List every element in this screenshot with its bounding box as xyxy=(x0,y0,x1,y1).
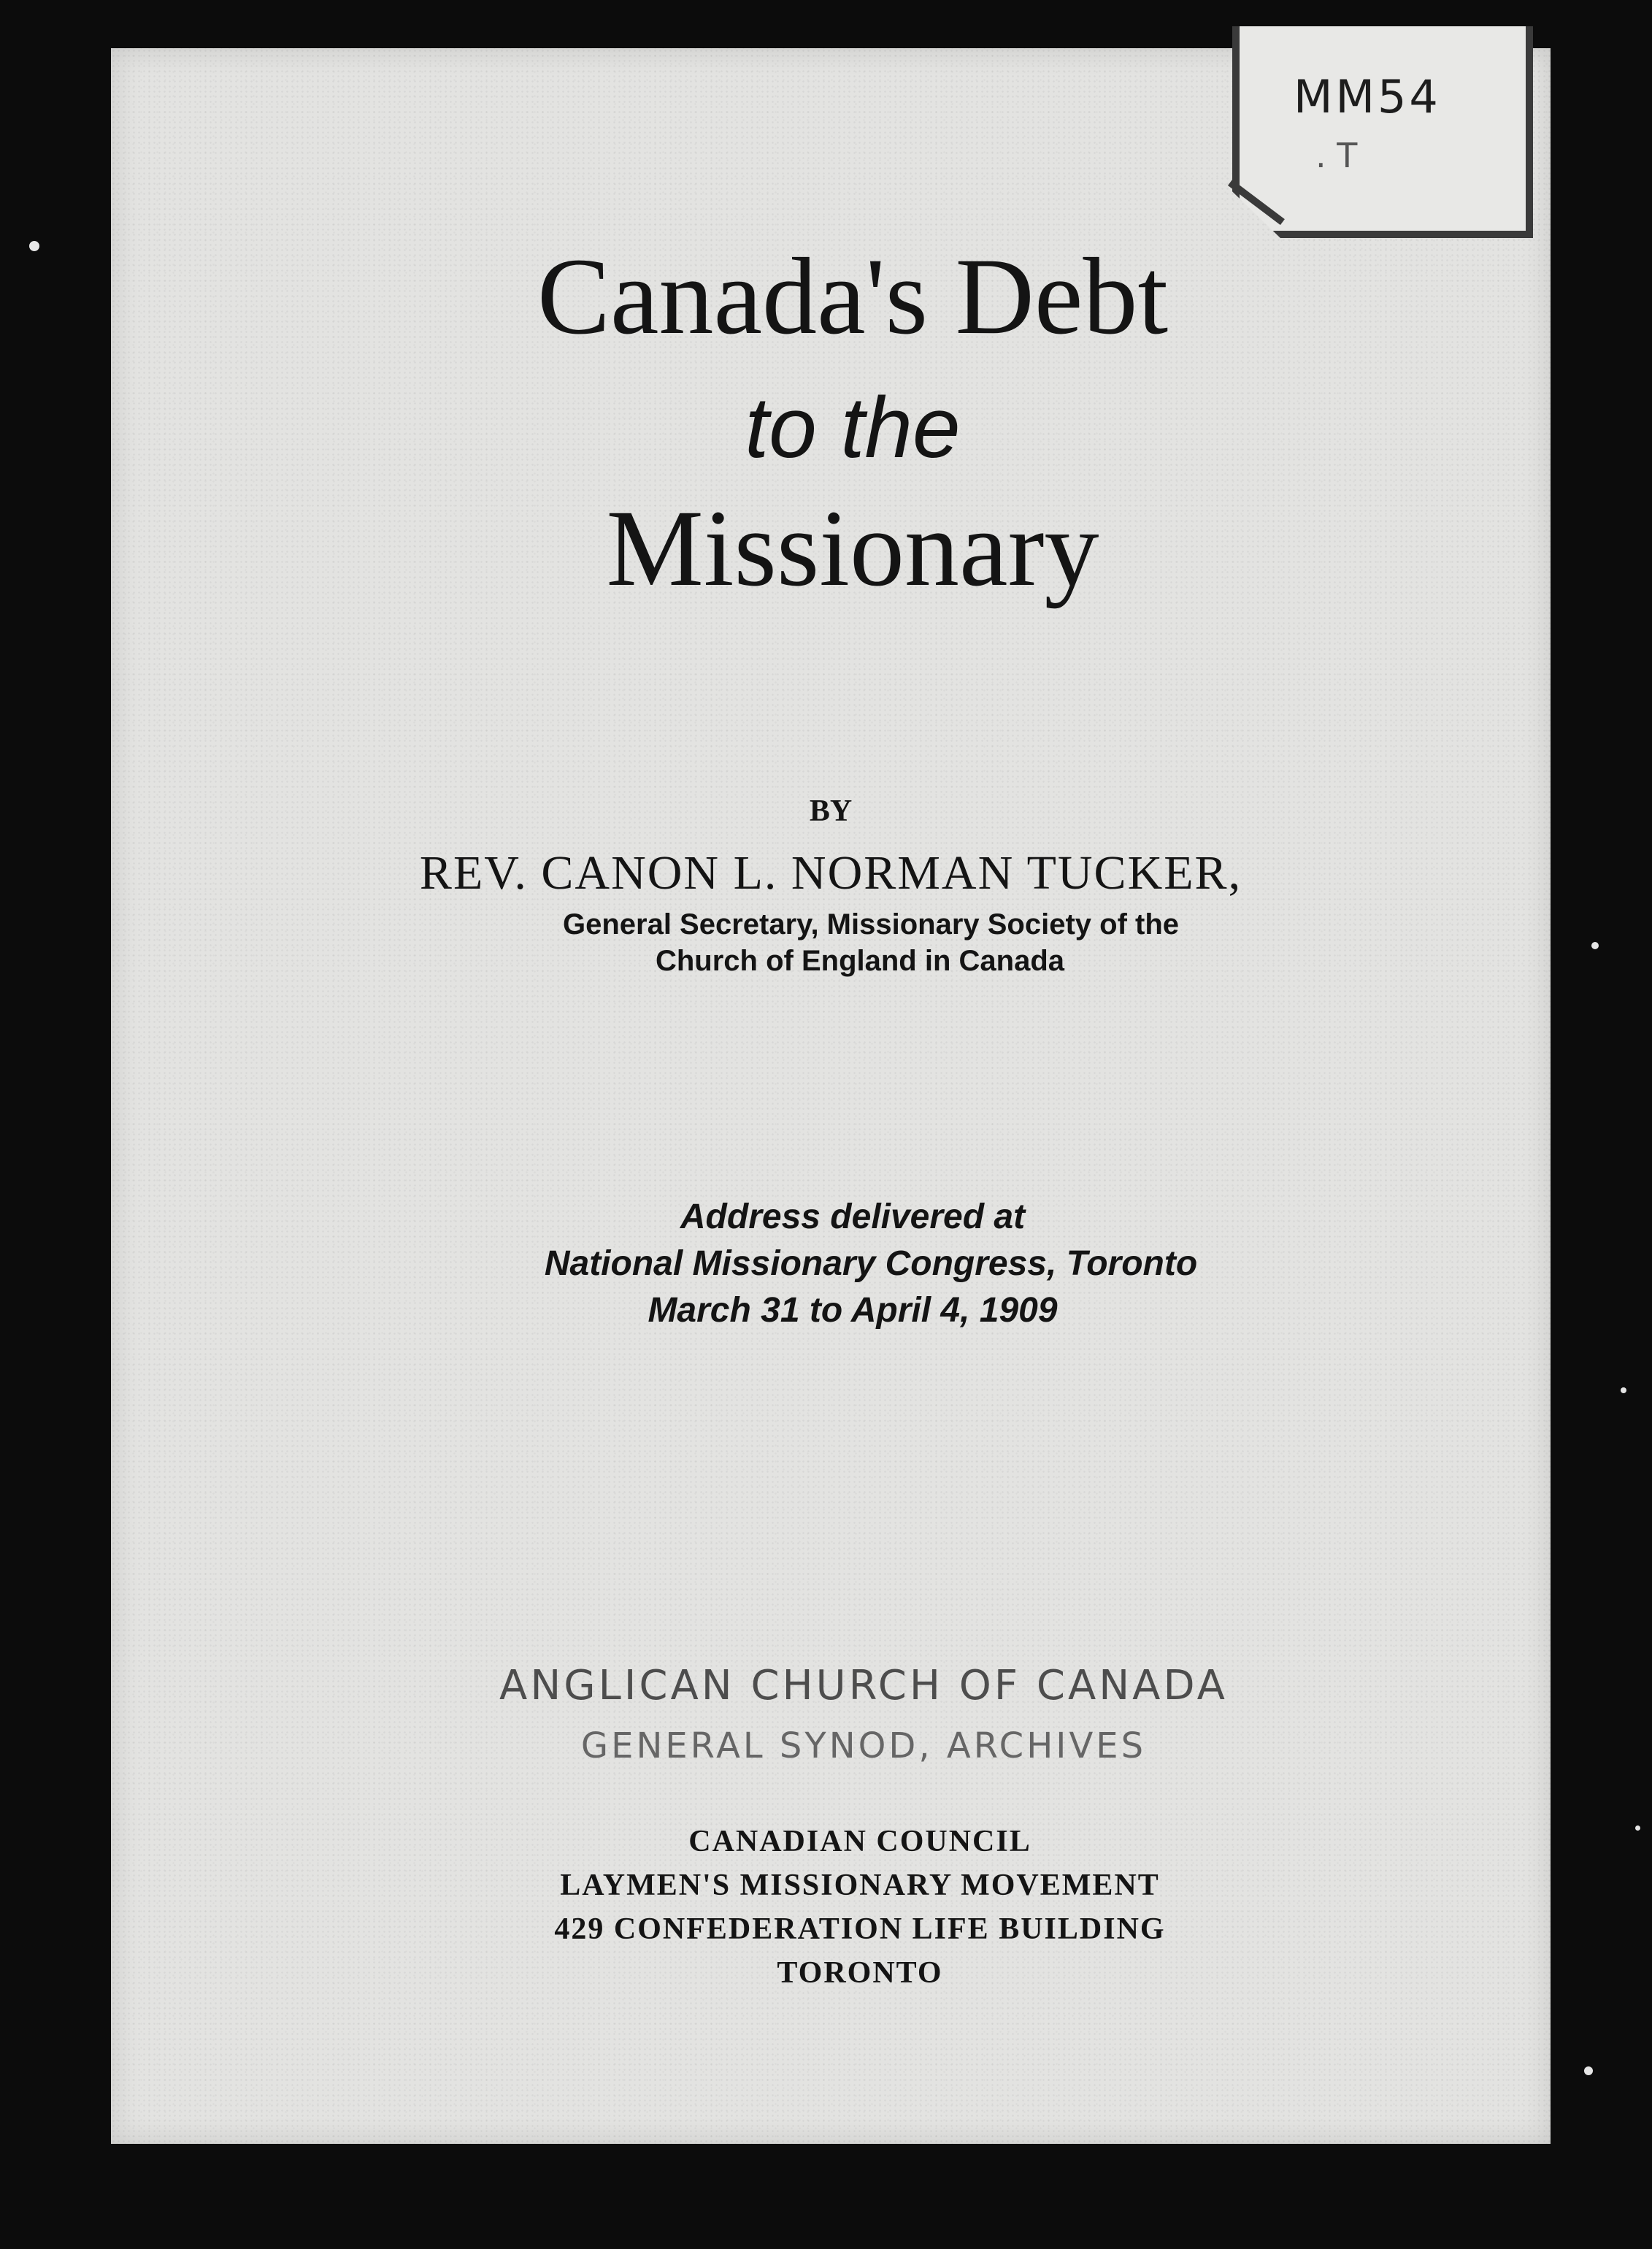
author-affiliation-line-1: General Secretary, Missionary Society of the xyxy=(562,908,1180,940)
dust-speck xyxy=(1584,2066,1593,2075)
author-name: REV. CANON L. NORMAN TUCKER, xyxy=(419,846,1242,900)
dust-speck xyxy=(1635,1825,1640,1831)
title-line-1: Canada's Debt xyxy=(537,236,1169,357)
publisher-line-2: LAYMEN'S MISSIONARY MOVEMENT xyxy=(560,1869,1160,1902)
title-line-2: to the xyxy=(745,380,961,476)
pamphlet-cover xyxy=(111,48,1551,2144)
title-line-3: Missionary xyxy=(606,488,1099,609)
address-line-3: March 31 to April 4, 1909 xyxy=(648,1291,1058,1330)
publisher-line-1: CANADIAN COUNCIL xyxy=(688,1825,1031,1858)
archive-stamp-line-2: GENERAL SYNOD, ARCHIVES xyxy=(580,1725,1147,1766)
publisher-line-4: TORONTO xyxy=(777,1956,943,1990)
catalog-code: MM54 xyxy=(1294,70,1441,123)
archive-stamp-line-1: ANGLICAN CHURCH OF CANADA xyxy=(499,1662,1228,1709)
catalog-label xyxy=(1232,26,1533,238)
address-line-1: Address delivered at xyxy=(680,1198,1026,1236)
dust-speck xyxy=(1621,1387,1626,1393)
author-affiliation-line-2: Church of England in Canada xyxy=(655,945,1065,977)
by-label: BY xyxy=(809,794,853,828)
publisher-line-3: 429 CONFEDERATION LIFE BUILDING xyxy=(554,1912,1166,1946)
catalog-subcode: . T xyxy=(1315,136,1358,175)
dust-speck xyxy=(1591,942,1599,949)
address-line-2: National Missionary Congress, Toronto xyxy=(544,1244,1198,1283)
dust-speck xyxy=(29,241,39,251)
